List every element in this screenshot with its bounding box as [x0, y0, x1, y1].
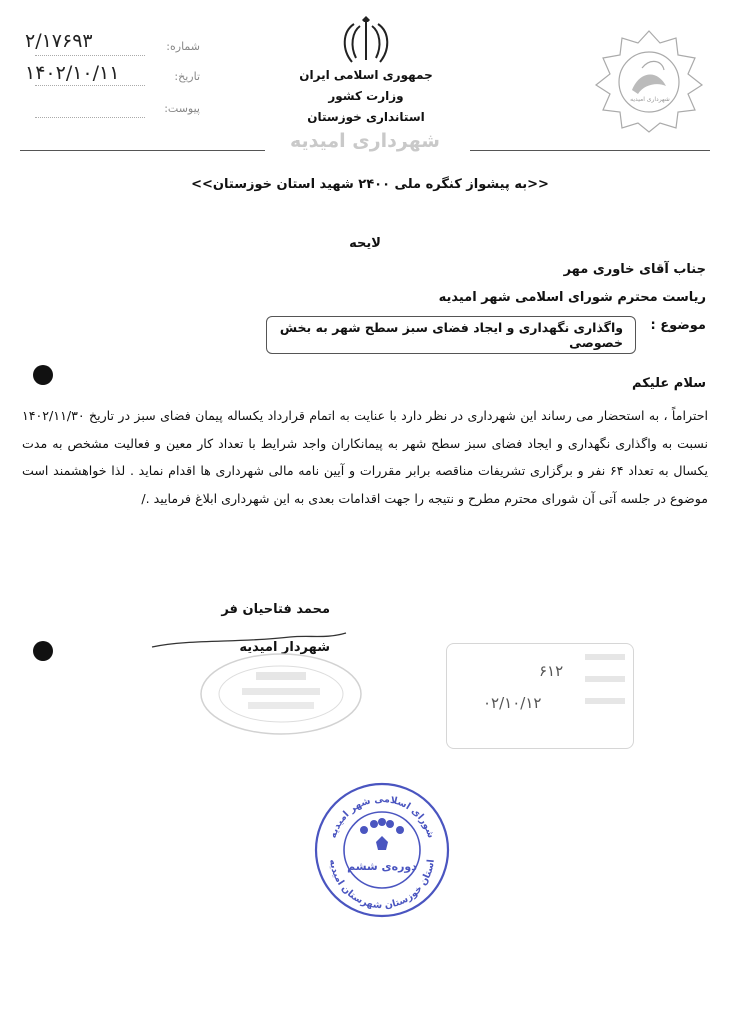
- number-value: ۲/۱۷۶۹۳: [25, 30, 93, 52]
- date-label: تاریخ:: [174, 70, 200, 83]
- council-seal: [312, 780, 452, 920]
- subject-label: موضوع :: [650, 318, 706, 333]
- signatory-title: شهردار امیدیه: [239, 640, 330, 655]
- seal-bottom-text: استان خوزستان شهرستان امیدیه: [327, 858, 437, 912]
- seal-center-text: دوره‌ی ششم: [347, 860, 417, 873]
- congress-banner: <<به پیشواز کنگره ملی ۲۴۰۰ شهید استان خوزستان>>: [191, 177, 549, 192]
- recipient-name: جناب آقای خاوری مهر: [563, 262, 706, 277]
- seal-top-text: شورای اسلامی شهر امیدیه: [327, 793, 437, 840]
- subject-box: [266, 316, 636, 354]
- faded-municipality-stamp: [196, 650, 366, 738]
- attachment-dots: [35, 117, 145, 118]
- document-type: لایحه: [349, 236, 381, 251]
- registration-number: ۶۱۲: [539, 662, 564, 680]
- signatory-name: محمد فتاحیان فر: [221, 602, 330, 617]
- registration-stamp: [446, 643, 634, 749]
- date-value: ۱۴۰۲/۱۰/۱۱: [25, 62, 120, 84]
- greeting: سلام علیکم: [632, 376, 706, 391]
- svg-text:شورای اسلامی شهر امیدیه: [328, 794, 437, 840]
- attachment-label: پیوست:: [164, 102, 200, 115]
- stamp-faded-bars: [585, 654, 625, 734]
- registration-date: ۰۲/۱۰/۱۲: [483, 694, 542, 712]
- iran-emblem-icon: [338, 16, 394, 68]
- country-title: جمهوری اسلامی ایران: [299, 68, 433, 82]
- date-dots: [35, 85, 145, 86]
- logo-caption: شهرداری امیدیه: [630, 96, 670, 103]
- number-label: شماره:: [166, 40, 200, 53]
- province-title: استانداری خوزستان: [307, 110, 425, 124]
- hole-punch-top: [33, 365, 53, 385]
- header-rule-left: [20, 150, 265, 151]
- municipality-logo: [592, 28, 707, 133]
- municipality-title: شهرداری امیدیه: [290, 130, 440, 152]
- ministry-title: وزارت کشور: [328, 89, 404, 103]
- subject-text: واگذاری نگهداری و ایجاد فضای سبز سطح شهر به بخش خصوصی: [279, 320, 623, 350]
- hole-punch-bottom: [33, 641, 53, 661]
- recipient-title: ریاست محترم شورای اسلامی شهر امیدیه: [438, 290, 706, 305]
- number-dots: [35, 55, 145, 56]
- header-rule-right: [470, 150, 710, 151]
- letter-body: احتراماً ، به استحضار می رساند این شهرداری در نظر دارد با عنایت به اتمام قرارداد یکساله پیمان فضای سبز در تاریخ ۱۴۰۲/۱۱/۳۰ نسبت به واگذاری نگهداری و ایجاد فضای سبز سطح شهر به پیمانکاران واجد شرایط با تعداد کار معین و فعالیت مشخص به مدت یکسال به تعداد ۶۴ نفر و برگزاری تشریفات مناقصه برابر مقررات و آیین نامه مالی شهرداری ها اقدام نماید . لذا خواهشمند است موضوع در جلسه آتی آن شورای محترم مطرح و نتیجه را جهت اقدامات بعدی به این شهرداری ابلاغ فرمایید ./: [22, 408, 709, 506]
